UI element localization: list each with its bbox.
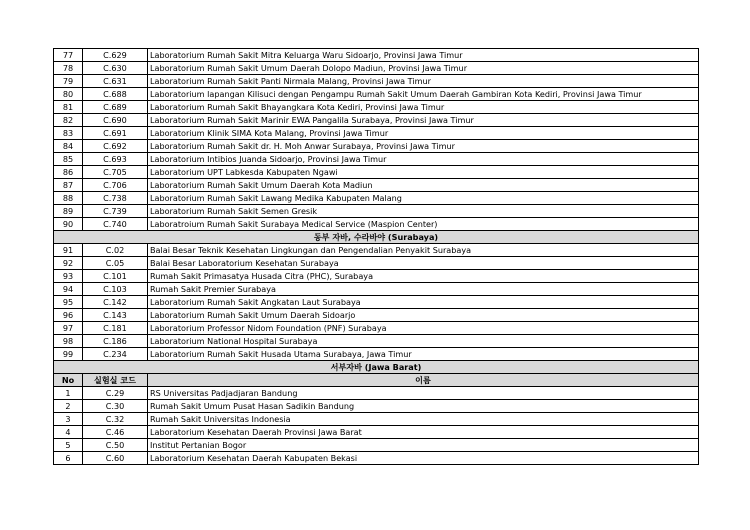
table-row <box>54 452 699 465</box>
row-number: 97 <box>54 322 83 335</box>
lab-name: Rumah Sakit Universitas Indonesia <box>148 413 699 426</box>
section-title: 동부 자바, 수라바야 (Surabaya) <box>54 231 699 244</box>
row-number: 77 <box>54 49 83 62</box>
lab-code: C.693 <box>83 153 148 166</box>
table-row <box>54 88 699 101</box>
table-row <box>54 413 699 426</box>
lab-code: C.691 <box>83 127 148 140</box>
lab-code: C.103 <box>83 283 148 296</box>
row-number: 3 <box>54 413 83 426</box>
table-row <box>54 49 699 62</box>
row-number: 6 <box>54 452 83 465</box>
table-row <box>54 257 699 270</box>
table-row <box>54 426 699 439</box>
lab-code: C.706 <box>83 179 148 192</box>
lab-code: C.739 <box>83 205 148 218</box>
row-number: 90 <box>54 218 83 231</box>
row-number: 93 <box>54 270 83 283</box>
table-row <box>54 335 699 348</box>
table-row <box>54 400 699 413</box>
lab-name: Laboratorium National Hospital Surabaya <box>148 335 699 348</box>
table-row <box>54 439 699 452</box>
lab-name: Laboratorium Rumah Sakit dr. H. Moh Anwar Surabaya, Provinsi Jawa Timur <box>148 140 699 153</box>
row-number: 79 <box>54 75 83 88</box>
row-number: 96 <box>54 309 83 322</box>
section-title: 서부자바 (Jawa Barat) <box>54 361 699 374</box>
lab-code: C.60 <box>83 452 148 465</box>
lab-code: C.181 <box>83 322 148 335</box>
row-number: 5 <box>54 439 83 452</box>
row-number: 86 <box>54 166 83 179</box>
row-number: 80 <box>54 88 83 101</box>
lab-code: C.32 <box>83 413 148 426</box>
section-header-row <box>54 361 699 374</box>
lab-code: C.740 <box>83 218 148 231</box>
table-row <box>54 62 699 75</box>
lab-code: C.689 <box>83 101 148 114</box>
lab-code: C.631 <box>83 75 148 88</box>
lab-name: Balai Besar Laboratorium Kesehatan Surabaya <box>148 257 699 270</box>
row-number: 83 <box>54 127 83 140</box>
lab-code: C.690 <box>83 114 148 127</box>
lab-name: Laboratorium Rumah Sakit Umum Daerah Sidoarjo <box>148 309 699 322</box>
column-header-name: 이름 <box>148 374 699 387</box>
lab-code: C.630 <box>83 62 148 75</box>
lab-name: Laboratorium Rumah Sakit Husada Utama Surabaya, Jawa Timur <box>148 348 699 361</box>
lab-name: Laboratorium Kesehatan Daerah Kabupaten Bekasi <box>148 452 699 465</box>
table-row <box>54 296 699 309</box>
lab-name: Laboratorium Rumah Sakit Mitra Keluarga Waru Sidoarjo, Provinsi Jawa Timur <box>148 49 699 62</box>
row-number: 87 <box>54 179 83 192</box>
column-header-code: 실험실 코드 <box>83 374 148 387</box>
table-row <box>54 218 699 231</box>
lab-code: C.29 <box>83 387 148 400</box>
row-number: 84 <box>54 140 83 153</box>
lab-code: C.186 <box>83 335 148 348</box>
lab-code: C.30 <box>83 400 148 413</box>
table-row <box>54 244 699 257</box>
lab-code: C.101 <box>83 270 148 283</box>
lab-code: C.46 <box>83 426 148 439</box>
lab-name: Laboratorium Rumah Sakit Marinir EWA Pangalila Surabaya, Provinsi Jawa Timur <box>148 114 699 127</box>
lab-name: Rumah Sakit Umum Pusat Hasan Sadikin Bandung <box>148 400 699 413</box>
lab-code: C.234 <box>83 348 148 361</box>
row-number: 88 <box>54 192 83 205</box>
section-header-row <box>54 231 699 244</box>
lab-name: Balai Besar Teknik Kesehatan Lingkungan dan Pengendalian Penyakit Surabaya <box>148 244 699 257</box>
lab-name: Laboratorium Rumah Sakit Semen Gresik <box>148 205 699 218</box>
row-number: 92 <box>54 257 83 270</box>
table-row <box>54 75 699 88</box>
row-number: 78 <box>54 62 83 75</box>
table-row <box>54 309 699 322</box>
lab-name: Laboratorium Rumah Sakit Umum Daerah Kota Madiun <box>148 179 699 192</box>
row-number: 4 <box>54 426 83 439</box>
lab-code: C.143 <box>83 309 148 322</box>
lab-code: C.692 <box>83 140 148 153</box>
lab-code: C.02 <box>83 244 148 257</box>
lab-name: Laboratorium Rumah Sakit Bhayangkara Kota Kediri, Provinsi Jawa Timur <box>148 101 699 114</box>
lab-name: Laboratorium Intibios Juanda Sidoarjo, Provinsi Jawa Timur <box>148 153 699 166</box>
lab-code: C.05 <box>83 257 148 270</box>
table-row <box>54 140 699 153</box>
row-number: 2 <box>54 400 83 413</box>
laboratory-table-body <box>54 49 699 465</box>
table-row <box>54 283 699 296</box>
lab-name: Laboratroium Rumah Sakit Surabaya Medical Service (Maspion Center) <box>148 218 699 231</box>
lab-name: Laboratorium Rumah Sakit Angkatan Laut Surabaya <box>148 296 699 309</box>
lab-name: Laboratorium Rumah Sakit Panti Nirmala Malang, Provinsi Jawa Timur <box>148 75 699 88</box>
table-row <box>54 153 699 166</box>
lab-code: C.705 <box>83 166 148 179</box>
lab-name: Institut Pertanian Bogor <box>148 439 699 452</box>
lab-code: C.50 <box>83 439 148 452</box>
lab-name: Laboratorium lapangan Kilisuci dengan Pengampu Rumah Sakit Umum Daerah Gambiran Kota Kediri, Provinsi Jawa Timur <box>148 88 699 101</box>
row-number: 91 <box>54 244 83 257</box>
lab-code: C.688 <box>83 88 148 101</box>
table-row <box>54 166 699 179</box>
table-row <box>54 387 699 400</box>
row-number: 82 <box>54 114 83 127</box>
table-row <box>54 192 699 205</box>
lab-name: Laboratorium Kesehatan Daerah Provinsi Jawa Barat <box>148 426 699 439</box>
lab-name: Laboratorium Rumah Sakit Umum Daerah Dolopo Madiun, Provinsi Jawa Timur <box>148 62 699 75</box>
laboratory-table <box>53 48 699 465</box>
row-number: 1 <box>54 387 83 400</box>
row-number: 98 <box>54 335 83 348</box>
row-number: 99 <box>54 348 83 361</box>
lab-name: Laboratorium UPT Labkesda Kabupaten Ngawi <box>148 166 699 179</box>
column-header-no: No <box>54 374 83 387</box>
row-number: 81 <box>54 101 83 114</box>
row-number: 89 <box>54 205 83 218</box>
row-number: 95 <box>54 296 83 309</box>
table-row <box>54 114 699 127</box>
lab-code: C.629 <box>83 49 148 62</box>
row-number: 94 <box>54 283 83 296</box>
lab-name: Laboratorium Klinik SIMA Kota Malang, Provinsi Jawa Timur <box>148 127 699 140</box>
lab-name: Rumah Sakit Premier Surabaya <box>148 283 699 296</box>
table-row <box>54 101 699 114</box>
column-header-row <box>54 374 699 387</box>
row-number: 85 <box>54 153 83 166</box>
table-row <box>54 127 699 140</box>
table-row <box>54 348 699 361</box>
lab-name: RS Universitas Padjadjaran Bandung <box>148 387 699 400</box>
lab-code: C.738 <box>83 192 148 205</box>
lab-code: C.142 <box>83 296 148 309</box>
lab-name: Laboratorium Rumah Sakit Lawang Medika Kabupaten Malang <box>148 192 699 205</box>
table-row <box>54 270 699 283</box>
table-row <box>54 322 699 335</box>
lab-name: Rumah Sakit Primasatya Husada Citra (PHC), Surabaya <box>148 270 699 283</box>
table-row <box>54 205 699 218</box>
table-row <box>54 179 699 192</box>
lab-name: Laboratorium Professor Nidom Foundation (PNF) Surabaya <box>148 322 699 335</box>
